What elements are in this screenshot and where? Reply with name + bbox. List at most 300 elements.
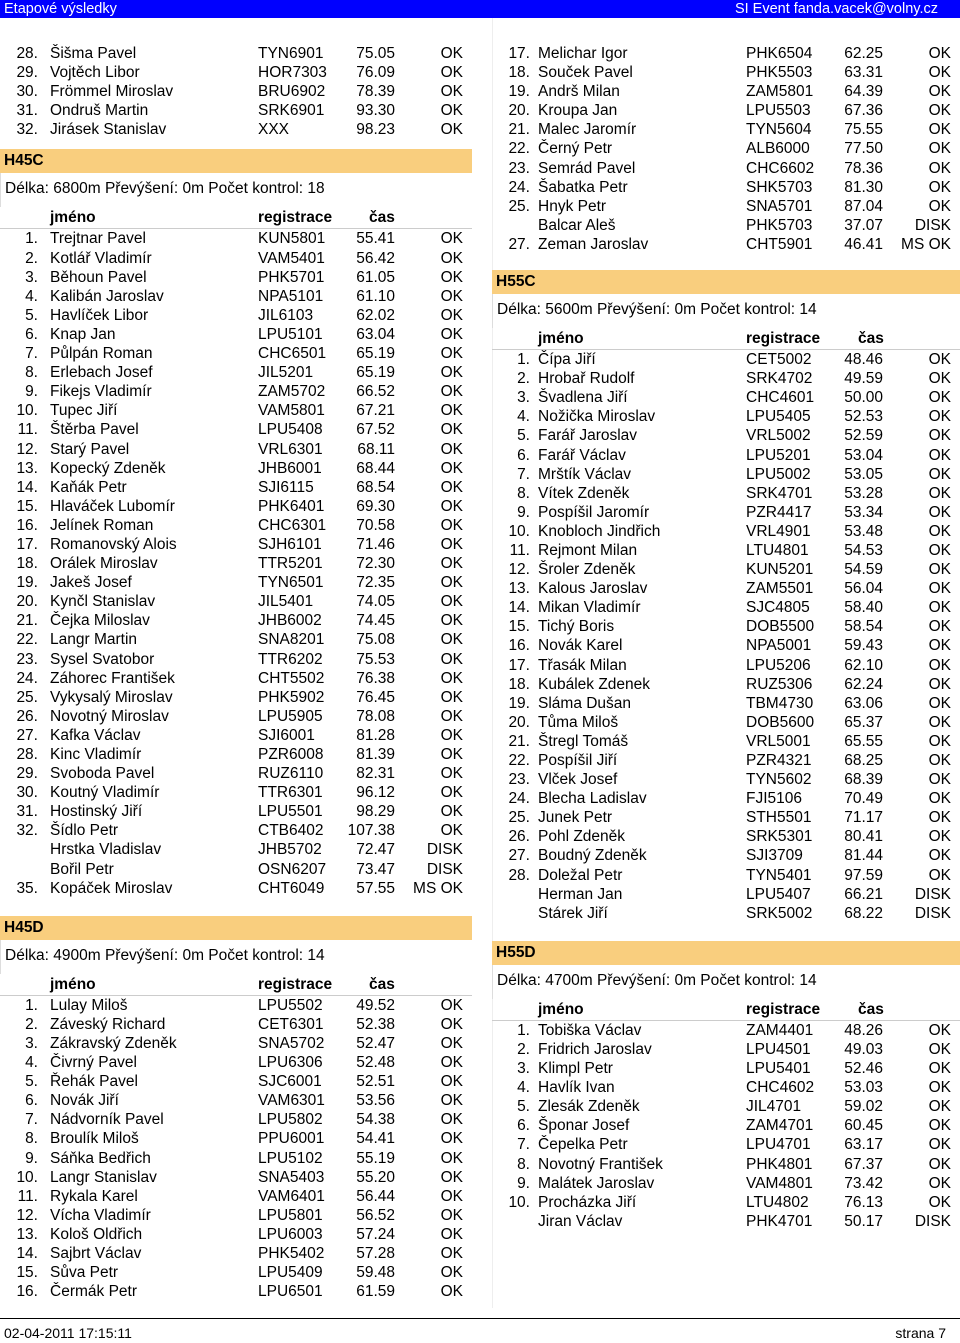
rank: 23. [508,159,530,177]
result-row [0,573,472,592]
print-timestamp: 02-04-2011 17:15:11 [4,1325,132,1341]
status: OK [440,1264,463,1282]
status: OK [928,599,951,617]
result-row [0,650,472,669]
status: OK [440,803,463,821]
result-row [492,446,960,465]
registration: JHB5702 [258,841,322,859]
status: OK [440,1054,463,1072]
registration: VAM4801 [746,1174,813,1192]
competitor-name: Vlček Josef [538,771,618,789]
competitor-name: Bořil Petr [50,860,114,878]
time: 75.08 [356,631,395,649]
registration: CHC4601 [746,389,815,407]
result-row [0,592,472,611]
result-row [0,120,472,139]
status: OK [928,1079,951,1097]
status: OK [440,746,463,763]
rank: 23. [508,771,530,789]
competitor-name: Knap Jan [50,325,116,343]
result-row [0,249,472,268]
registration: SNA5701 [746,197,813,215]
time: 57.24 [356,1225,395,1243]
competitor-name: Herman Jan [538,885,623,903]
status: OK [440,996,463,1014]
time: 67.52 [356,421,395,439]
competitor-name: Langr Martin [50,631,138,649]
competitor-name: Tobiška Václav [538,1021,642,1039]
result-row [0,325,472,344]
registration: TTR6301 [258,784,323,802]
status: DISK [914,904,951,922]
registration: LPU5502 [258,996,323,1014]
rank: 15. [16,497,38,515]
result-row [0,1149,472,1168]
rank: 1. [517,351,530,369]
time: 76.38 [356,669,395,687]
competitor-name: Čípa Jiří [538,351,596,369]
time: 37.07 [844,216,883,234]
registration: LPU4701 [746,1136,811,1154]
rank: 8. [25,364,38,382]
registration: RUZ5306 [746,675,813,693]
competitor-name: Čivrný Pavel [50,1054,137,1072]
result-row [492,713,960,732]
rank: 22. [508,140,530,158]
rank: 1. [25,230,38,248]
rank: 1. [25,996,38,1014]
competitor-name: Hrobař Rudolf [538,370,635,388]
rank: 13. [16,459,38,477]
time: 58.40 [844,599,883,617]
rank: 18. [508,64,530,82]
continued-results-list [0,44,472,139]
competitor-name: Běhoun Pavel [50,268,147,286]
status: OK [928,713,951,731]
registration: CHT5901 [746,235,813,253]
status: OK [440,784,463,802]
status: OK [440,726,463,744]
status: OK [928,102,951,120]
competitor-name: Hnyk Petr [538,197,607,215]
result-row [492,1059,960,1078]
time: 54.59 [844,561,883,579]
competitor-name: Andrš Milan [538,83,620,101]
result-row [492,694,960,713]
competitor-name: Záveský Richard [50,1015,166,1033]
time: 97.59 [844,866,883,884]
registration: LPU5801 [258,1206,323,1224]
rank: 27. [16,726,38,744]
status: OK [928,408,951,426]
result-row [492,732,960,751]
time: 71.46 [356,535,395,553]
registration: SNA5702 [258,1034,325,1052]
result-row [492,541,960,560]
time: 56.42 [356,249,395,267]
result-row [492,350,960,369]
status: OK [928,159,951,177]
competitor-name: Kubálek Zdenek [538,675,651,693]
rank: 28. [508,866,530,884]
time: 68.39 [844,771,883,789]
registration: SHK5703 [746,178,813,196]
time: 54.38 [356,1111,395,1129]
competitor-name: Souček Pavel [538,64,633,82]
registration: PHK5503 [746,64,813,82]
rank: 19. [16,574,38,592]
time: 68.22 [844,904,883,922]
rank: 9. [25,383,38,401]
competitor-name: Sajbrt Václav [50,1244,142,1262]
status: OK [440,1073,463,1091]
status: OK [928,1136,951,1154]
status: OK [928,1040,951,1058]
time: 75.53 [356,650,395,668]
rank: 28. [16,746,38,763]
rank: 11. [509,541,530,559]
rank: 11. [17,1187,38,1205]
rank: 22. [508,752,530,769]
status: OK [440,612,463,630]
competitor-name: Štěrba Pavel [50,421,139,439]
rank: 25. [508,809,530,827]
status: OK [440,421,463,439]
rank: 17. [508,45,530,62]
competitor-name: Jelínek Roman [50,516,154,534]
competitor-name: Boudný Zdeněk [538,847,647,865]
time: 68.44 [356,459,395,477]
result-row [0,459,472,478]
rank: 18. [16,555,38,573]
time: 73.42 [844,1174,883,1192]
rank: 5. [517,1098,530,1116]
rank: 3. [25,1034,38,1052]
registration: JHB6002 [258,612,322,630]
registration: PHK5701 [258,268,325,286]
status: OK [928,1117,951,1135]
status: OK [440,1187,463,1205]
results-header [492,328,960,350]
rank: 26. [16,707,38,725]
status: OK [928,389,951,407]
rank: 9. [25,1149,38,1167]
status: OK [928,656,951,674]
column-time-header: čas [858,330,884,348]
competitor-name: Kaňák Petr [50,478,127,496]
competitor-name: Kopáček Miroslav [50,879,173,897]
registration: LPU5101 [258,325,323,343]
registration: VAM6301 [258,1092,325,1110]
time: 68.54 [356,478,395,496]
rank: 10. [508,522,530,540]
time: 71.17 [844,809,883,827]
competitor-name: Kopecký Zdeněk [50,459,166,477]
registration: XXX [258,121,290,139]
registration: JIL5401 [258,593,314,611]
status: OK [440,1283,463,1301]
time: 66.52 [356,383,395,401]
time: 81.44 [844,847,883,865]
competitor-name: Nožička Miroslav [538,408,656,426]
status: OK [440,364,463,382]
competitor-name: Černý Petr [538,140,613,158]
registration: SRK4702 [746,370,813,388]
result-row [492,159,960,178]
time: 78.36 [844,159,883,177]
competitor-name: Švadlena Jiří [538,389,628,407]
time: 67.37 [844,1155,883,1173]
registration: LPU5401 [746,1060,811,1078]
result-row [0,363,472,382]
competitor-name: Rejmont Milan [538,541,638,559]
column-registration-header: registrace [258,209,333,227]
result-row [0,726,472,745]
registration: SRK5301 [746,828,813,846]
result-row [492,1155,960,1174]
registration: PHK4701 [746,1212,813,1230]
registration: LTU4801 [746,541,809,559]
status: OK [440,402,463,420]
column-name-header: jméno [50,209,96,227]
result-row [492,846,960,865]
competitor-name: Fikejs Vladimír [50,383,152,401]
column-registration-header: registrace [746,1000,821,1018]
registration: PZR4321 [746,752,812,769]
competitor-name: Tichý Boris [538,618,615,636]
status: OK [440,325,463,343]
competitor-name: Kafka Václav [50,726,141,744]
rank: 27. [508,847,530,865]
registration: KUN5201 [746,561,814,579]
time: 62.10 [844,656,883,674]
rank: 10. [16,1168,38,1186]
registration: ZAM5702 [258,383,326,401]
result-row [0,344,472,363]
result-row [0,764,472,783]
time: 54.41 [356,1130,395,1148]
competitor-name: Novotný Miroslav [50,707,169,725]
status: OK [928,1021,951,1039]
result-row [0,382,472,401]
registration: FJI5106 [746,790,803,808]
status: OK [440,1130,463,1148]
rank: 10. [16,402,38,420]
status: OK [440,345,463,363]
competitor-name: Starý Pavel [50,440,130,458]
time: 81.30 [844,178,883,196]
competitor-name: Balcar Aleš [538,216,616,234]
result-row [0,802,472,821]
status: OK [928,580,951,598]
result-row [492,63,960,82]
competitor-name: Hrstka Vladislav [50,841,162,859]
competitor-name: Řehák Pavel [50,1073,138,1091]
status: OK [928,561,951,579]
time: 75.05 [356,45,395,62]
status: OK [928,618,951,636]
status: OK [928,121,951,139]
rank: 17. [16,535,38,553]
status: OK [440,102,463,120]
time: 52.48 [356,1054,395,1072]
column-time-header: čas [858,1000,884,1018]
result-row [492,369,960,388]
competitor-name: Novák Jiří [50,1092,119,1110]
competitor-name: Čermák Petr [50,1283,137,1301]
result-row [0,1110,472,1129]
registration: JIL4701 [746,1098,802,1116]
results-list-h55d [492,1021,960,1231]
status: OK [928,675,951,693]
rank: 11. [17,421,38,439]
competitor-name: Kotlář Vladimír [50,249,152,267]
registration: PHK5703 [746,216,813,234]
result-row [492,120,960,139]
time: 52.38 [356,1015,395,1033]
time: 78.39 [356,83,395,101]
rank: 3. [517,1060,530,1078]
competitor-name: Kalous Jaroslav [538,580,648,598]
time: 65.19 [356,345,395,363]
status: OK [928,1174,951,1192]
rank: 17. [508,656,530,674]
rank: 7. [25,1111,38,1129]
result-row [0,1206,472,1225]
registration: PHK5402 [258,1244,325,1262]
rank: 19. [508,694,530,712]
status: DISK [914,216,951,234]
result-row [0,420,472,439]
registration: TTR5201 [258,555,323,573]
time: 48.46 [844,351,883,369]
status: OK [928,637,951,655]
rank: 15. [16,1264,38,1282]
status: OK [440,822,463,840]
time: 55.20 [356,1168,395,1186]
status: OK [440,1206,463,1224]
competitor-name: Kološ Oldřich [50,1225,143,1243]
status: OK [928,732,951,750]
registration: LPU5501 [258,803,323,821]
time: 53.48 [844,522,883,540]
result-row [0,783,472,802]
status: OK [440,593,463,611]
results-list-h45d [0,996,472,1302]
registration: SJI6001 [258,726,315,744]
competitor-name: Erlebach Josef [50,364,153,382]
rank: 32. [16,121,38,139]
result-row [492,827,960,846]
result-row [0,821,472,840]
rank: 4. [517,1079,530,1097]
status: OK [440,1149,463,1167]
result-row [492,388,960,407]
category-info-h55d: Délka: 4700m Převýšení: 0m Počet kontrol: 14 [492,965,960,999]
status: OK [440,383,463,401]
rank: 5. [25,1073,38,1091]
status: OK [440,287,463,305]
result-row [492,885,960,904]
time: 62.25 [844,45,883,62]
competitor-name: Svoboda Pavel [50,765,155,783]
rank: 20. [508,713,530,731]
results-header [0,207,472,229]
registration: VRL6301 [258,440,323,458]
registration: PHK4801 [746,1155,813,1173]
competitor-name: Záhorec František [50,669,175,687]
status: OK [928,1193,951,1211]
registration: ZAM4701 [746,1117,814,1135]
competitor-name: Koutný Vladimír [50,784,160,802]
registration: ZAM4401 [746,1021,814,1039]
rank: 12. [16,1206,38,1224]
rank: 21. [508,121,530,139]
time: 49.52 [356,996,395,1014]
column-name-header: jméno [538,330,584,348]
column-registration-header: registrace [746,330,821,348]
result-row [0,630,472,649]
status: OK [440,440,463,458]
status: OK [440,707,463,725]
status: OK [440,1244,463,1262]
registration: CET6301 [258,1015,324,1033]
time: 52.47 [356,1034,395,1052]
status: OK [440,1168,463,1186]
registration: LPU5503 [746,102,811,120]
result-row [492,1078,960,1097]
status: OK [440,230,463,248]
status: OK [928,197,951,215]
result-row [492,904,960,923]
competitor-name: Novotný František [538,1155,663,1173]
result-row [492,1097,960,1116]
result-row [0,1187,472,1206]
registration: VAM6401 [258,1187,325,1205]
rank: 4. [25,287,38,305]
status: OK [928,1155,951,1173]
top-bar [0,0,960,18]
category-info-h45c: Délka: 6800m Převýšení: 0m Počet kontrol: 18 [0,173,472,207]
rank: 32. [16,822,38,840]
rank: 16. [16,1283,38,1301]
rank: 24. [16,669,38,687]
rank: 5. [517,427,530,445]
registration: VRL5001 [746,732,811,750]
result-row [0,44,472,63]
time: 68.11 [357,440,395,458]
rank: 13. [16,1225,38,1243]
competitor-name: Hlaváček Lubomír [50,497,175,515]
status: DISK [914,1212,951,1230]
status: OK [928,752,951,769]
result-row [492,1116,960,1135]
time: 74.05 [356,593,395,611]
rank: 30. [16,784,38,802]
time: 76.45 [356,688,395,706]
competitor-name: Vojtěch Libor [50,64,140,82]
status: OK [440,64,463,82]
result-row [0,1053,472,1072]
rank: 14. [508,599,530,617]
result-row [492,407,960,426]
rank: 8. [517,1155,530,1173]
result-row [0,1225,472,1244]
time: 46.41 [844,235,883,253]
page-title: Etapové výsledky [4,1,117,17]
competitor-name: Junek Petr [538,809,613,827]
registration: CHC6501 [258,345,327,363]
